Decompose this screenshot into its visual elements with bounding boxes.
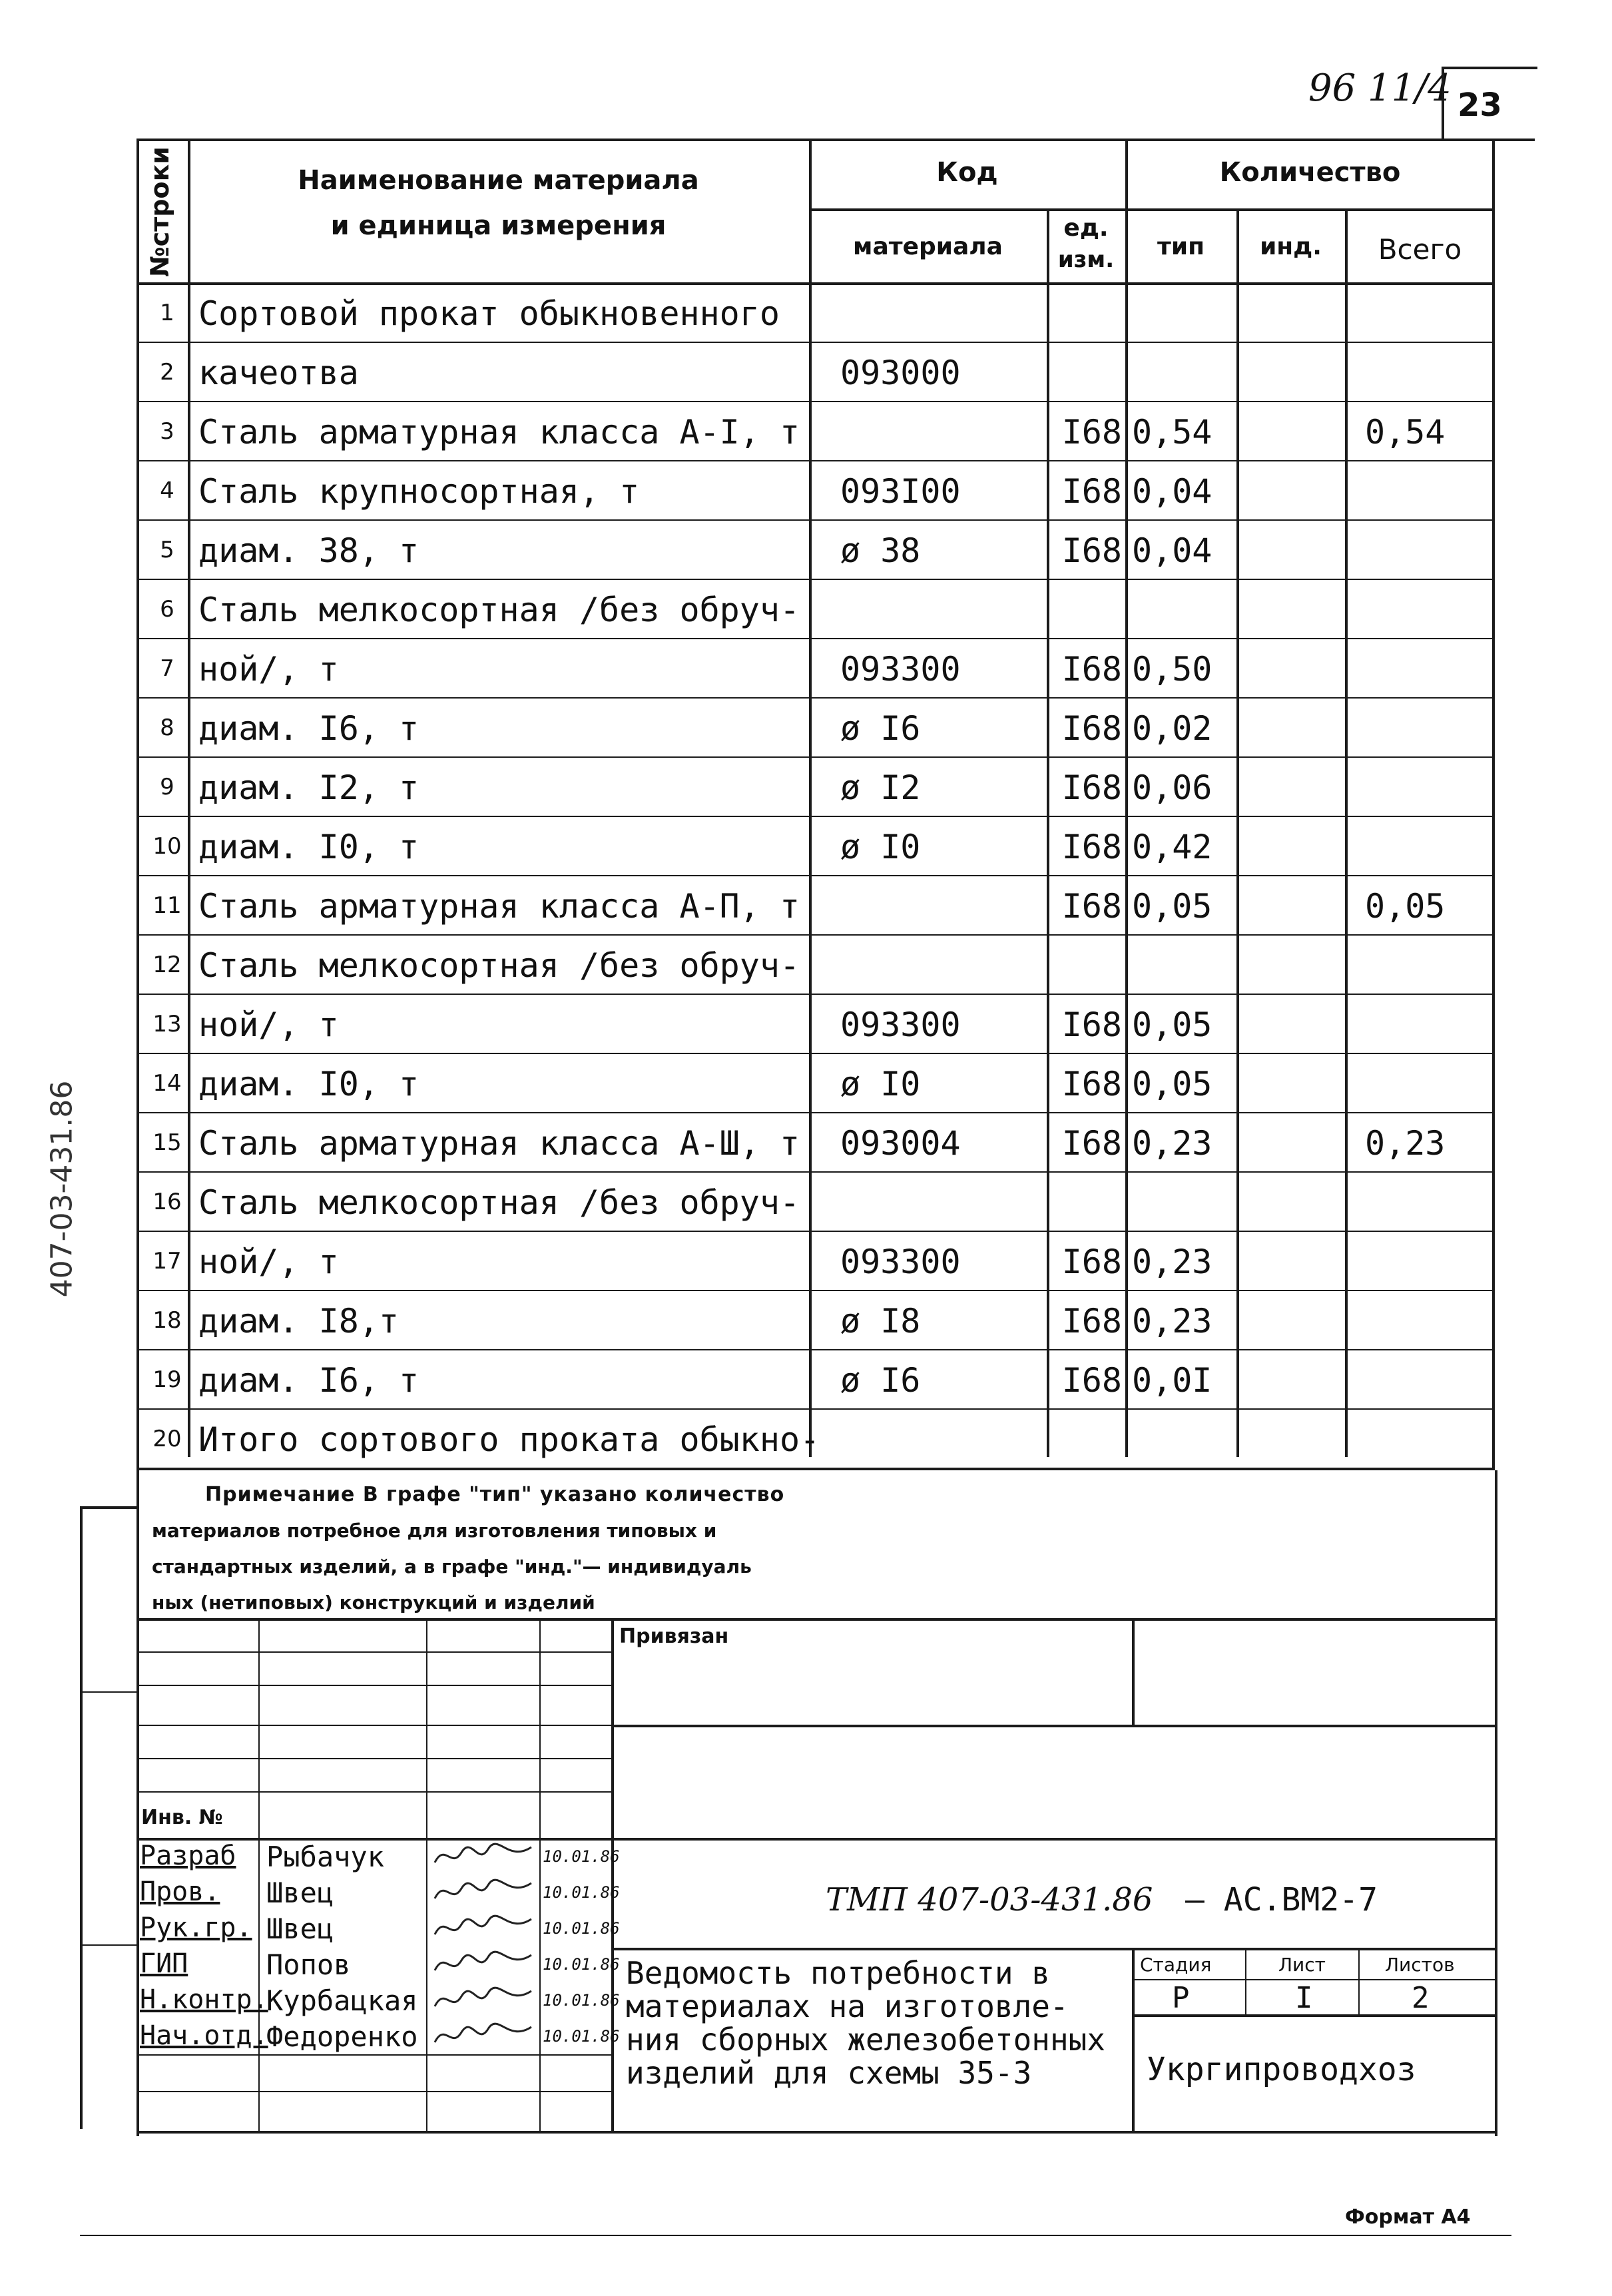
header-total: Всего xyxy=(1378,233,1462,266)
row-qty-total: 0,23 xyxy=(1365,1124,1446,1163)
title-line-1: Ведомость потребности в xyxy=(626,1955,1050,1991)
row-qty-typ: 0,06 xyxy=(1132,768,1212,807)
row-material-name: диам. I8,т xyxy=(198,1302,400,1340)
stamp-col-privyazan xyxy=(1132,1618,1135,1725)
row-material-code: 093300 xyxy=(840,1243,961,1281)
stamp-col-sheet xyxy=(1245,1948,1246,2014)
row-unit-code: I68 xyxy=(1061,472,1122,511)
stamp-name: Швец xyxy=(266,1876,334,1909)
header-quantity: Количество xyxy=(1219,157,1401,188)
stamp-person-row xyxy=(0,2018,620,2054)
stamp-name: Курбацкая xyxy=(266,1984,418,2017)
row-qty-typ: 0,23 xyxy=(1132,1124,1212,1163)
row-qty-typ: 0,05 xyxy=(1132,1005,1212,1044)
stamp-col-stage xyxy=(1132,1948,1135,2131)
row-material-code: ø 38 xyxy=(840,531,921,570)
table-row xyxy=(0,1408,1612,1468)
table-row xyxy=(0,994,1612,1053)
stamp-right xyxy=(1495,1470,1497,2136)
row-number: 18 xyxy=(152,1307,182,1334)
row-material-code: ø I2 xyxy=(840,768,921,807)
row-material-name: Сталь мелкосортная /без обруч- xyxy=(198,591,800,629)
handwritten-note: 96 11/4 xyxy=(1308,67,1452,110)
row-number: 3 xyxy=(160,418,174,445)
header-typ: тип xyxy=(1157,233,1205,260)
stamp-code-top xyxy=(611,1838,1495,1841)
document-code-suffix: – АС.ВМ2-7 xyxy=(1185,1881,1378,1918)
row-material-name: Сталь арматурная класса А-I, т xyxy=(198,413,800,451)
row-number: 17 xyxy=(152,1248,182,1275)
header-material: материала xyxy=(853,233,1003,260)
row-unit-code: I68 xyxy=(1061,1124,1122,1163)
stamp-bottom xyxy=(136,2131,1495,2134)
table-row xyxy=(0,1053,1612,1112)
stamp-person-row xyxy=(0,1946,620,1982)
row-qty-typ: 0,23 xyxy=(1132,1302,1212,1340)
page-number: 23 xyxy=(1458,87,1502,124)
row-number: 19 xyxy=(152,1366,182,1393)
row-qty-typ: 0,04 xyxy=(1132,472,1212,511)
row-number: 15 xyxy=(152,1129,182,1156)
row-material-code: 093I00 xyxy=(840,472,961,511)
row-unit-code: I68 xyxy=(1061,650,1122,689)
stage-value: Р xyxy=(1172,1981,1190,2015)
header-row-number: №строки xyxy=(145,146,174,277)
note-line-1: Примечание В графе "тип" указано количество xyxy=(205,1483,785,1506)
signature-icon xyxy=(431,1911,538,1944)
row-number: 20 xyxy=(152,1426,182,1452)
header-name-line2: и единица измерения xyxy=(330,210,667,241)
header-unit-line1: ед. xyxy=(1063,214,1109,242)
stamp-row-last xyxy=(136,2091,611,2092)
signature-icon xyxy=(431,1947,538,1980)
signature-icon xyxy=(431,2019,538,2052)
stamp-role: Рук.гр. xyxy=(140,1912,252,1943)
stamp-person-row xyxy=(0,1874,620,1910)
table-row xyxy=(0,579,1612,638)
stamp-date: 10.01.86 xyxy=(543,1847,620,1866)
row-qty-total: 0,54 xyxy=(1365,413,1446,451)
row-material-name: диам. I6, т xyxy=(198,1361,419,1400)
row-qty-typ: 0,23 xyxy=(1132,1243,1212,1281)
row-divider xyxy=(136,1468,1495,1469)
note-line-2: материалов потребное для изготовления типовых и xyxy=(152,1520,717,1542)
table-row xyxy=(0,875,1612,934)
stamp-date: 10.01.86 xyxy=(543,1991,620,2010)
row-material-name: Сталь крупносортная, т xyxy=(198,472,640,511)
table-row xyxy=(0,519,1612,579)
row-qty-typ: 0,04 xyxy=(1132,531,1212,570)
row-qty-typ: 0,02 xyxy=(1132,709,1212,748)
left-stamp-top xyxy=(80,1506,136,1509)
title-line-3: ния сборных железобетонных xyxy=(626,2022,1106,2058)
sheets-value: 2 xyxy=(1412,1981,1430,2015)
row-unit-code: I68 xyxy=(1061,828,1122,866)
row-unit-code: I68 xyxy=(1061,413,1122,451)
note-line-4: ных (нетиповых) конструкций и изделий xyxy=(152,1591,595,1613)
header-unit-line2: изм. xyxy=(1057,246,1115,273)
table-row xyxy=(0,401,1612,460)
row-material-code: ø I0 xyxy=(840,1065,921,1103)
row-material-name: Сталь мелкосортная /без обруч- xyxy=(198,946,800,985)
inventory-number-label: Инв. № xyxy=(141,1806,223,1829)
row-material-name: ной/, т xyxy=(198,1243,339,1281)
row-material-code: 093300 xyxy=(840,1005,961,1044)
signature-icon xyxy=(431,1983,538,2016)
row-unit-code: I68 xyxy=(1061,709,1122,748)
table-row xyxy=(0,934,1612,994)
note-block xyxy=(152,1477,784,1621)
row-material-code: ø I6 xyxy=(840,709,921,748)
sheet-label: Лист xyxy=(1278,1954,1326,1976)
signature-icon xyxy=(431,1839,538,1872)
row-material-name: Сортовой прокат обыкновенного xyxy=(198,294,780,333)
table-row xyxy=(0,638,1612,697)
row-number: 8 xyxy=(160,715,174,741)
row-number: 1 xyxy=(160,300,174,326)
organization-name: Укргипроводхоз xyxy=(1147,2051,1416,2088)
stamp-name: Федоренко xyxy=(266,2020,418,2053)
stamp-stage-mid xyxy=(1132,1979,1495,1980)
stamp-role: Нач.отд. xyxy=(140,2020,268,2051)
row-number: 2 xyxy=(160,359,174,386)
row-material-name: Сталь арматурная класса А-Ш, т xyxy=(198,1124,800,1163)
stamp-person-row xyxy=(0,1982,620,2018)
stamp-row-after-people xyxy=(136,2054,611,2056)
stamp-name: Попов xyxy=(266,1948,351,1981)
stamp-role: Разраб xyxy=(140,1841,236,1871)
table-row xyxy=(0,816,1612,875)
footer-rule xyxy=(80,2235,1511,2236)
stamp-date: 10.01.86 xyxy=(543,1955,620,1974)
row-material-code: ø I6 xyxy=(840,1361,921,1400)
row-unit-code: I68 xyxy=(1061,1243,1122,1281)
row-material-name: Сталь мелкосортная /без обруч- xyxy=(198,1183,800,1222)
row-number: 12 xyxy=(152,952,182,978)
table-row xyxy=(0,756,1612,816)
row-material-name: диам. 38, т xyxy=(198,531,419,570)
page-number-box xyxy=(1442,67,1537,141)
row-number: 7 xyxy=(160,655,174,682)
row-unit-code: I68 xyxy=(1061,887,1122,926)
row-material-name: диам. I6, т xyxy=(198,709,419,748)
row-unit-code: I68 xyxy=(1061,1361,1122,1400)
row-material-code: ø I8 xyxy=(840,1302,921,1340)
table-row xyxy=(0,1349,1612,1408)
row-number: 16 xyxy=(152,1189,182,1215)
row-unit-code: I68 xyxy=(1061,1005,1122,1044)
table-row xyxy=(0,1290,1612,1349)
stamp-date: 10.01.86 xyxy=(543,2027,620,2046)
stamp-col-sheets xyxy=(1358,1948,1360,2014)
row-material-code: 093004 xyxy=(840,1124,961,1163)
table-row xyxy=(0,1112,1612,1171)
stamp-role: Н.контр. xyxy=(140,1984,268,2015)
row-unit-code: I68 xyxy=(1061,768,1122,807)
row-qty-total: 0,05 xyxy=(1365,887,1446,926)
row-number: 14 xyxy=(152,1070,182,1097)
stamp-person-row xyxy=(0,1838,620,1874)
paper-format: Формат А4 xyxy=(1345,2205,1471,2229)
row-unit-code: I68 xyxy=(1061,531,1122,570)
stamp-title-top xyxy=(611,1948,1495,1950)
note-line-3: стандартных изделий, а в графе "инд."— индивидуаль xyxy=(152,1556,752,1578)
row-material-name: Сталь арматурная класса А-П, т xyxy=(198,887,800,926)
document-code: ТМП 407-03-431.86 xyxy=(826,1881,1153,1918)
stamp-name: Рыбачук xyxy=(266,1841,385,1873)
sheets-label: Листов xyxy=(1385,1954,1455,1976)
stamp-row-a xyxy=(136,1651,611,1653)
row-number: 5 xyxy=(160,537,174,563)
privyazan-label: Привязан xyxy=(619,1625,729,1648)
stamp-date: 10.01.86 xyxy=(543,1883,620,1902)
row-number: 13 xyxy=(152,1011,182,1037)
stamp-privyazan-bottom xyxy=(611,1725,1495,1727)
row-material-name: диам. I0, т xyxy=(198,828,419,866)
stamp-row-e xyxy=(136,1791,611,1793)
row-qty-typ: 0,50 xyxy=(1132,650,1212,689)
stamp-person-row xyxy=(0,1910,620,1946)
row-qty-typ: 0,42 xyxy=(1132,828,1212,866)
row-material-name: ной/, т xyxy=(198,1005,339,1044)
row-qty-typ: 0,05 xyxy=(1132,887,1212,926)
header-divider-mid xyxy=(809,208,1495,211)
row-material-code: 093000 xyxy=(840,354,961,392)
header-code: Код xyxy=(936,157,998,188)
stamp-role: ГИП xyxy=(140,1948,188,1979)
margin-designation: 407-03-431.86 xyxy=(45,1080,79,1298)
stamp-name: Швец xyxy=(266,1912,334,1945)
row-material-code: 093300 xyxy=(840,650,961,689)
stage-label: Стадия xyxy=(1140,1954,1212,1976)
title-line-4: изделий для схемы 35-3 xyxy=(626,2055,1032,2091)
row-material-name: диам. I2, т xyxy=(198,768,419,807)
stamp-row-c xyxy=(136,1725,611,1726)
header-ind: инд. xyxy=(1260,233,1322,260)
table-row xyxy=(0,342,1612,401)
row-number: 9 xyxy=(160,774,174,800)
stamp-date: 10.01.86 xyxy=(543,1919,620,1938)
row-qty-typ: 0,05 xyxy=(1132,1065,1212,1103)
header-name-line1: Наименование материала xyxy=(298,165,699,196)
row-number: 4 xyxy=(160,477,174,504)
row-material-code: ø I0 xyxy=(840,828,921,866)
stamp-row-b xyxy=(136,1685,611,1686)
title-line-2: материалах на изготовле- xyxy=(626,1988,1069,2024)
table-row xyxy=(0,460,1612,519)
row-unit-code: I68 xyxy=(1061,1302,1122,1340)
row-qty-typ: 0,0I xyxy=(1132,1361,1212,1400)
row-number: 10 xyxy=(152,833,182,860)
document-title xyxy=(626,1956,1105,2090)
row-material-name: качеотва xyxy=(198,354,359,392)
row-number: 11 xyxy=(152,892,182,919)
table-row xyxy=(0,1171,1612,1231)
stamp-top xyxy=(136,1618,1495,1621)
stamp-row-d xyxy=(136,1758,611,1759)
stamp-role: Пров. xyxy=(140,1876,220,1907)
row-material-name: ной/, т xyxy=(198,650,339,689)
row-material-name: Итого сортового проката обыкно- xyxy=(198,1420,820,1459)
table-row xyxy=(0,697,1612,756)
table-row xyxy=(0,1231,1612,1290)
left-stamp-mid xyxy=(80,1691,136,1693)
row-material-name: диам. I0, т xyxy=(198,1065,419,1103)
signature-icon xyxy=(431,1875,538,1908)
row-unit-code: I68 xyxy=(1061,1065,1122,1103)
table-row xyxy=(0,282,1612,342)
row-qty-typ: 0,54 xyxy=(1132,413,1212,451)
sheet-value: I xyxy=(1295,1981,1313,2015)
row-number: 6 xyxy=(160,596,174,623)
